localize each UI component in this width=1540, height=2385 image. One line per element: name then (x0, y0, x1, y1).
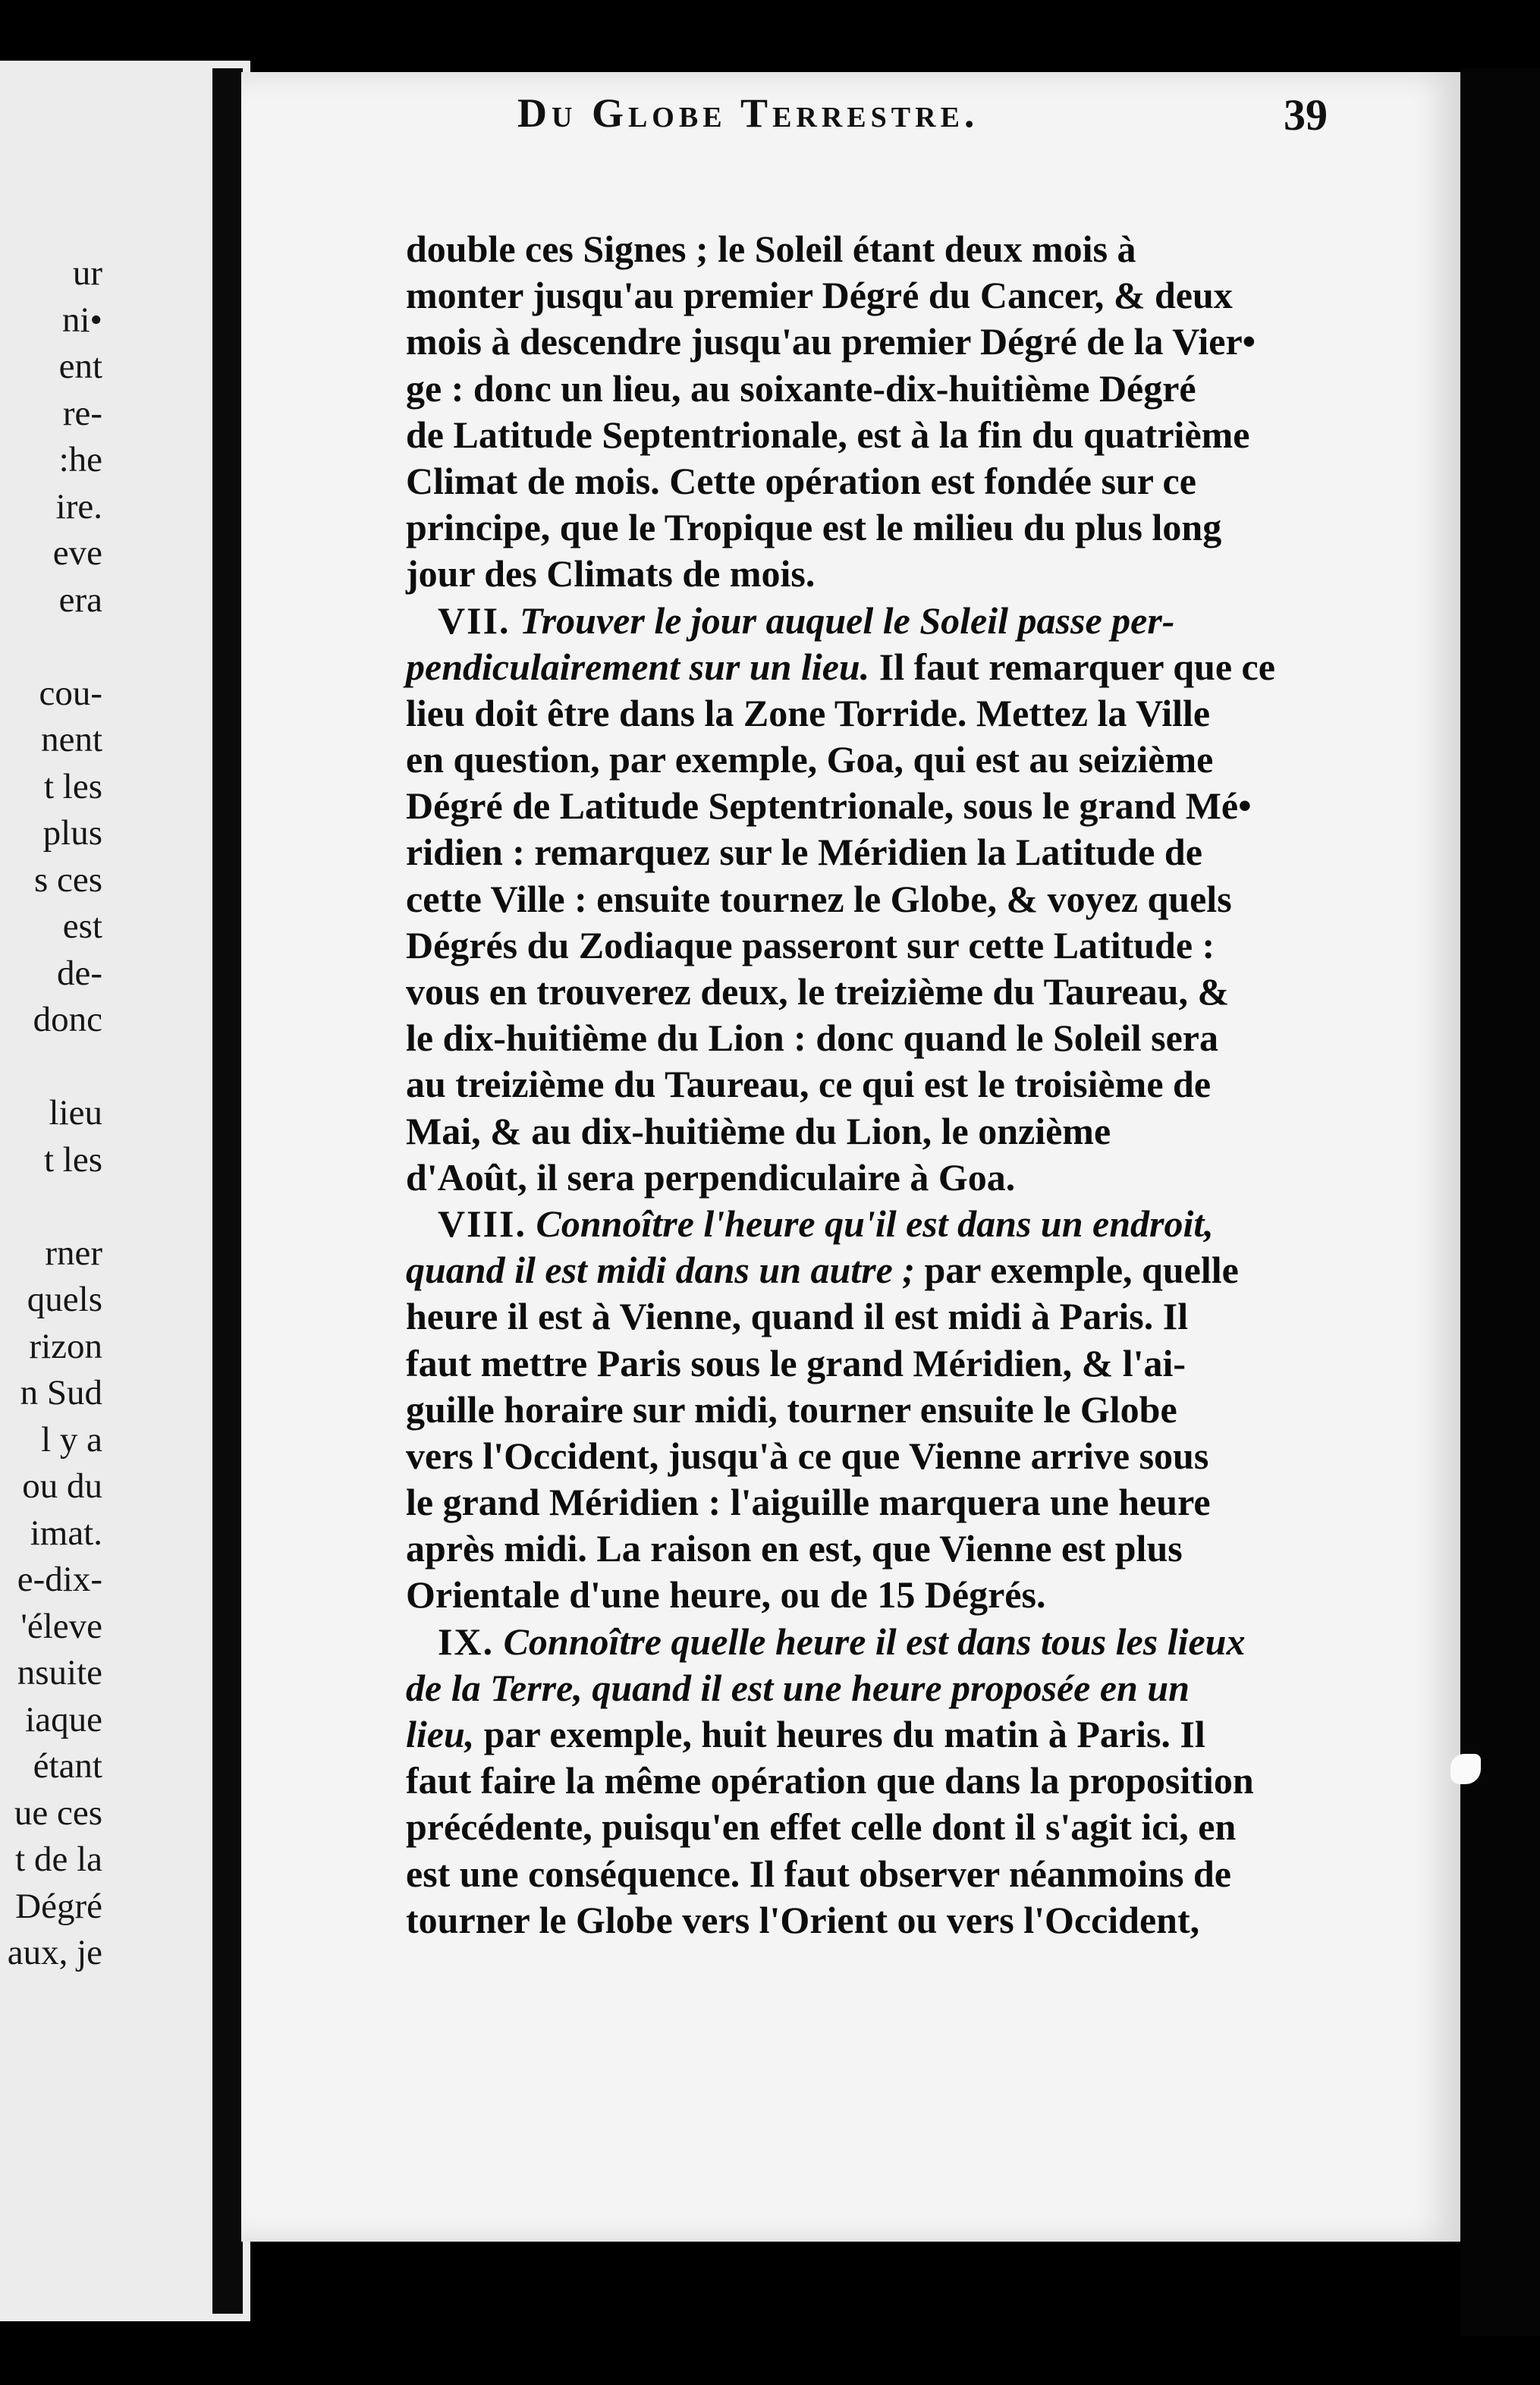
text-line: mois à descendre jusqu'au premier Dégré de la Vier• (406, 320, 1256, 363)
facing-page-line: 'éleve (20, 1606, 102, 1646)
facing-page-line: imat. (30, 1513, 102, 1553)
text-line: guille horaire sur midi, tourner ensuite le Globe (406, 1387, 1177, 1431)
text-run: par exemple, quelle (924, 1249, 1239, 1292)
facing-page-text (0, 250, 102, 1977)
text-line: vous en trouverez deux, le treizième du Taureau, & (406, 970, 1230, 1013)
text-line: ge : donc un lieu, au soixante-dix-huitième Dégré (406, 366, 1196, 410)
paragraph-viii (406, 1201, 1324, 1619)
text-line: au treizième du Taureau, ce qui est le troisième de (406, 1063, 1212, 1106)
running-head: Du Globe Terrestre. (517, 90, 979, 136)
text-line: en question, par exemple, Goa, qui est au seizième (406, 738, 1214, 781)
text-line (406, 1247, 1324, 1293)
text-line: Mai, & au dix-huitième du Lion, le onzième (406, 1109, 1111, 1152)
text-line: jour des Climats de mois. (406, 552, 816, 595)
text-line (406, 644, 1324, 690)
section-title: Connoître quelle heure il est dans tous les lieux (503, 1620, 1246, 1663)
text-line: vers l'Occident, jusqu'à ce que Vienne arrive sous (406, 1434, 1209, 1477)
page-number: 39 (1284, 90, 1328, 140)
text-line: ridien : remarquez sur le Méridien la Latitude de (406, 831, 1202, 874)
facing-page-line: s ces (33, 859, 102, 900)
facing-page-line: t les (43, 1139, 102, 1180)
facing-page-line: ni• (61, 300, 102, 340)
section-title: pendiculairement sur un lieu. (406, 645, 870, 688)
facing-page-line: de- (56, 953, 102, 993)
facing-page-line: donc (33, 1000, 102, 1039)
text-run: par exemple, huit heures du matin à Paris. Il (483, 1713, 1205, 1755)
facing-page-line: étant (33, 1746, 102, 1786)
text-line: Dégré de Latitude Septentrionale, sous le grand Mé• (406, 784, 1252, 828)
text-run: Il faut remarquer que ce (878, 645, 1275, 688)
section-title: quand il est midi dans un autre ; (406, 1249, 915, 1292)
text-line (406, 598, 1324, 644)
text-line: faut faire la même opération que dans la proposition (406, 1759, 1254, 1802)
facing-page-line: est (62, 907, 102, 946)
text-line: précédente, puisqu'en effet celle dont il s'agit ici, en (406, 1805, 1237, 1849)
book-gutter (212, 68, 243, 2314)
text-line (406, 1711, 1324, 1758)
facing-page-line: iaque (25, 1699, 102, 1739)
facing-page-line: ou du (22, 1466, 102, 1506)
text-line: principe, que le Tropique est le milieu du plus long (406, 506, 1222, 549)
facing-page-line: lieu (49, 1093, 102, 1133)
facing-page-line: t de la (15, 1840, 102, 1879)
section-number: IX. (438, 1620, 495, 1663)
text-line: monter jusqu'au premier Dégré du Cancer, & deux (406, 274, 1233, 317)
text-line: double ces Signes ; le Soleil étant deux mois à (406, 228, 1136, 270)
section-number: VIII. (438, 1202, 526, 1245)
facing-page-line: cou- (39, 673, 102, 713)
text-line: le dix-huitième du Lion : donc quand le Soleil sera (406, 1017, 1218, 1060)
text-line (406, 1201, 1324, 1247)
text-line: Dégrés du Zodiaque passeront sur cette Latitude : (406, 923, 1215, 966)
text-line: cette Ville : ensuite tournez le Globe, & voyez quels (406, 877, 1232, 920)
text-line: est une conséquence. Il faut observer néanmoins de (406, 1852, 1231, 1895)
text-line: de Latitude Septentrionale, est à la fin du quatrième (406, 413, 1250, 456)
facing-page-line: nsuite (17, 1653, 102, 1692)
facing-page-line: eve (52, 533, 102, 573)
text-line: Orientale d'une heure, ou de 15 Dégrés. (406, 1573, 1046, 1617)
facing-page-line: rizon (29, 1326, 102, 1366)
facing-page-line: t les (43, 766, 102, 806)
section-title: Trouver le jour auquel le Soleil passe per- (520, 599, 1175, 642)
facing-page-line: n Sud (20, 1373, 102, 1412)
facing-page-line (0, 1044, 102, 1091)
section-number: VII. (438, 599, 511, 642)
section-title: Connoître l'heure qu'il est dans un endroit, (536, 1202, 1214, 1245)
facing-page-line: era (58, 580, 102, 620)
facing-page-line: ire. (55, 486, 102, 526)
facing-page-line: l y a (41, 1419, 102, 1460)
facing-page-line: :he (58, 440, 102, 479)
text-line: tourner le Globe vers l'Orient ou vers l'Occident, (406, 1898, 1200, 1941)
page-edge-shadow (1460, 68, 1540, 2336)
facing-page-line: ue ces (14, 1793, 102, 1833)
facing-page-line (0, 1183, 102, 1230)
text-line: après midi. La raison en est, que Vienne est plus (406, 1527, 1183, 1570)
text-line: d'Août, il sera perpendiculaire à Goa. (406, 1155, 1016, 1199)
text-line: lieu doit être dans la Zone Torride. Mettez la Ville (406, 691, 1211, 734)
section-title: lieu, (406, 1713, 475, 1755)
text-line: Climat de mois. Cette opération est fondée sur ce (406, 459, 1196, 502)
paper-blemish (1450, 1754, 1481, 1784)
facing-page-line: rner (45, 1233, 102, 1273)
text-line: le grand Méridien : l'aiguille marquera une heure (406, 1481, 1211, 1524)
facing-page-line (0, 624, 102, 671)
page-header (281, 90, 1328, 150)
text-line: faut mettre Paris sous le grand Méridien, & l'ai- (406, 1341, 1186, 1384)
facing-page-line: ur (72, 253, 102, 293)
section-title: de la Terre, quand il est une heure proposée en un (406, 1666, 1190, 1709)
paragraph-continued (406, 226, 1324, 598)
text-line (406, 1619, 1324, 1665)
facing-page-line: quels (27, 1280, 102, 1319)
paragraph-ix (406, 1619, 1324, 1944)
facing-page-line: re- (62, 393, 102, 433)
facing-page-line: nent (41, 720, 102, 759)
facing-page-line: plus (42, 813, 102, 853)
text-line: heure il est à Vienne, quand il est midi à Paris. Il (406, 1295, 1189, 1338)
page-body (406, 226, 1324, 1944)
facing-page-line: ent (58, 347, 102, 386)
facing-page-line: Dégré (15, 1886, 102, 1926)
facing-page-line: e-dix- (17, 1560, 102, 1599)
facing-page-line: aux, je (7, 1933, 102, 1972)
paragraph-vii (406, 598, 1324, 1201)
